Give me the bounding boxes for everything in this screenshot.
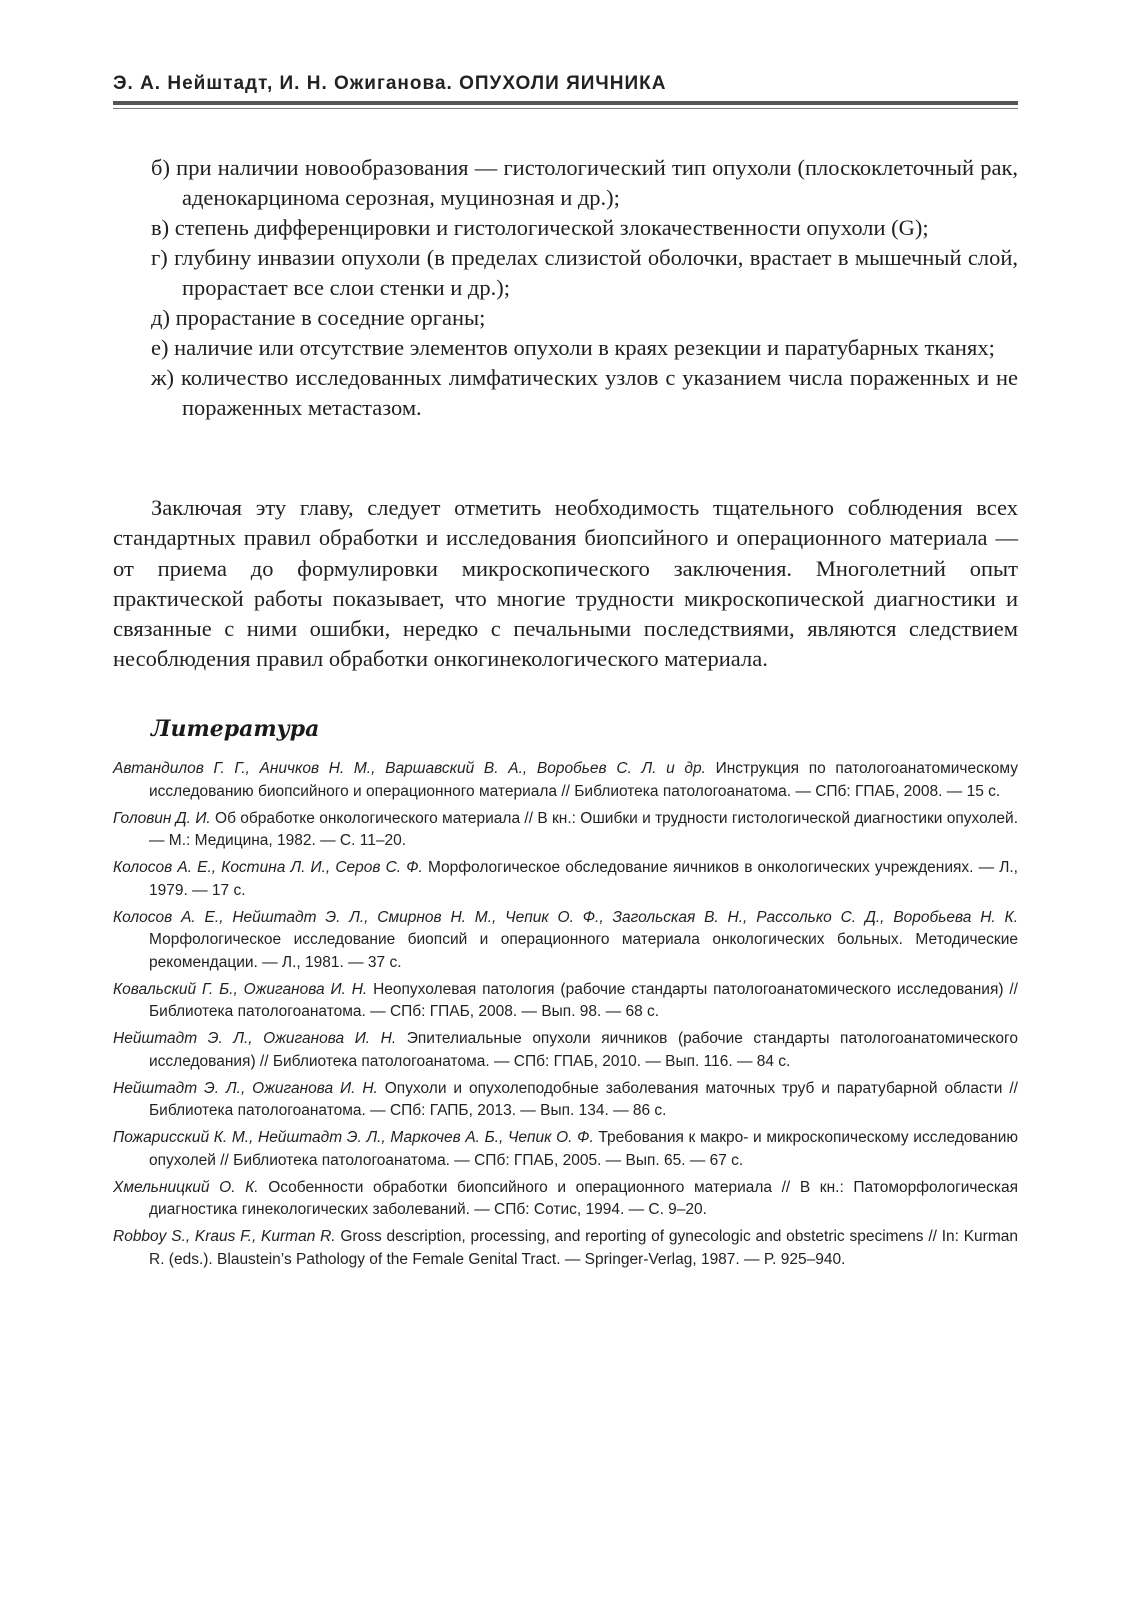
reference-authors: Нейштадт Э. Л., Ожиганова И. Н. xyxy=(113,1030,397,1047)
literature-heading: Литература xyxy=(151,716,320,742)
reference-text: Инструкция по патологоанатомическому исследованию биопсийного и операционного материала // Библиотека патологоанатома. — СПб: ГПАБ, 2008. — 15 с. xyxy=(149,760,1019,800)
reference-item xyxy=(113,907,1018,975)
reference-authors: Колосов А. Е., Нейштадт Э. Л., Смирнов Н. М., Чепик О. Ф., Загольская В. Н., Рассолько С. Д., Воробьева Н. К. xyxy=(113,908,1018,926)
reference-item xyxy=(113,979,1018,1024)
list-item: г) глубину инвазии опухоли (в пределах слизистой оболочки, врастает в мышечный слой, прорастает все слои стенки и др.); xyxy=(151,245,1018,300)
reference-item xyxy=(113,808,1018,853)
reference-authors: Ковальский Г. Б., Ожиганова И. Н. xyxy=(113,980,368,998)
reference-authors: Нейштадт Э. Л., Ожиганова И. Н. xyxy=(113,1079,378,1097)
reference-item xyxy=(113,857,1018,902)
reference-authors: Автандилов Г. Г., Аничков Н. М., Варшавский В. А., Воробьев С. Л. и др. xyxy=(113,760,706,777)
list-item: б) при наличии новообразования — гистологический тип опухоли (плоскоклеточный рак, аденокарцинома серозная, муцинозная и др.); xyxy=(151,155,1018,210)
reference-text: Требования к макро- и микроскопическому исследованию опухолей // Библиотека патологоанатома. — СПб: ГПАБ, 2005. — Вып. 65. — 67 с. xyxy=(149,1129,1018,1169)
list-item: е) наличие или отсутствие элементов опухоли в краях резекции и паратубарных тканях; xyxy=(151,335,995,360)
reference-text: Gross description, processing, and reporting of gynecologic and obstetric specimens // In: Kurman R. (eds.). Blaustein’s Pathology of the Female Genital Tract. — Springer-Verlag, 1987. — P. 925–940. xyxy=(149,1228,1018,1268)
reference-list xyxy=(113,758,1018,1276)
reference-item xyxy=(113,758,1018,803)
reference-item xyxy=(113,1177,1018,1222)
running-head: Э. А. Нейштадт, И. Н. Ожиганова. ОПУХОЛИ ЯИЧНИКА xyxy=(113,73,667,94)
reference-authors: Головин Д. И. xyxy=(113,809,211,827)
reference-text: Эпителиальные опухоли яичников (рабочие стандарты патологоанатомического исследования) // Библиотека патологоанатома. — СПб: ГПАБ, 2010. — Вып. 116. — 84 с. xyxy=(149,1030,1018,1070)
list-item: д) прорастание в соседние органы; xyxy=(151,305,486,330)
reference-item xyxy=(113,1078,1018,1123)
conclusion-paragraph: Заключая эту главу, следует отметить необходимость тщательного соблюдения всех стандартных правил обработки и исследования биопсийного и операционного материала — от приема до формулировки микроскопического заключения. Многолетний опыт практической работы показывает, что многие трудности микроскопической диагностики и связанные с ними ошибки, нередко с печальными последствиями, являются следствием несоблюдения правил обработки онкогинекологического материала. xyxy=(113,495,1018,672)
list-item: в) степень дифференцировки и гистологической злокачественности опухоли (G); xyxy=(151,215,929,240)
reference-item xyxy=(113,1028,1018,1073)
reference-text: Опухоли и опухолеподобные заболевания маточных труб и паратубарной области // Библиотека патологоанатома. — СПб: ГАПБ, 2013. — Вып. 134. — 86 с. xyxy=(149,1079,1018,1119)
reference-text: Морфологическое исследование биопсий и операционного материала онкологических больных. Методические рекомендации. — Л., 1981. — 37 с. xyxy=(149,931,1018,971)
reference-authors: Robboy S., Kraus F., Kurman R. xyxy=(113,1228,336,1245)
reference-item xyxy=(113,1127,1018,1172)
reference-authors: Пожарисский К. М., Нейштадт Э. Л., Маркочев А. Б., Чепик О. Ф. xyxy=(113,1129,594,1146)
reference-authors: Колосов А. Е., Костина Л. И., Серов С. Ф. xyxy=(113,859,423,876)
reference-text: Морфологическое обследование яичников в онкологических учреждениях. — Л., 1979. — 17 с. xyxy=(149,859,1018,899)
reference-text: Неопухолевая патология (рабочие стандарты патологоанатомического исследования) // Библиотека патологоанатома. — СПб: ГПАБ, 2008. — Вып. 98. — 68 с. xyxy=(149,980,1018,1020)
reference-text: Об обработке онкологического материала // В кн.: Ошибки и трудности гистологической диагностики опухолей. — М.: Медицина, 1982. — С. 11–20. xyxy=(149,809,1019,849)
reference-authors: Хмельницкий О. К. xyxy=(113,1178,259,1196)
reference-item xyxy=(113,1226,1018,1271)
requirements-list xyxy=(113,153,1018,423)
list-item: ж) количество исследованных лимфатических узлов с указанием числа пораженных и не пораженных метастазом. xyxy=(151,365,1018,420)
header-rule xyxy=(113,101,1018,105)
reference-text: Особенности обработки биопсийного и операционного материала // В кн.: Патоморфологическая диагностика гинекологических заболеваний. — СПб: Сотис, 1994. — С. 9–20. xyxy=(149,1178,1019,1218)
